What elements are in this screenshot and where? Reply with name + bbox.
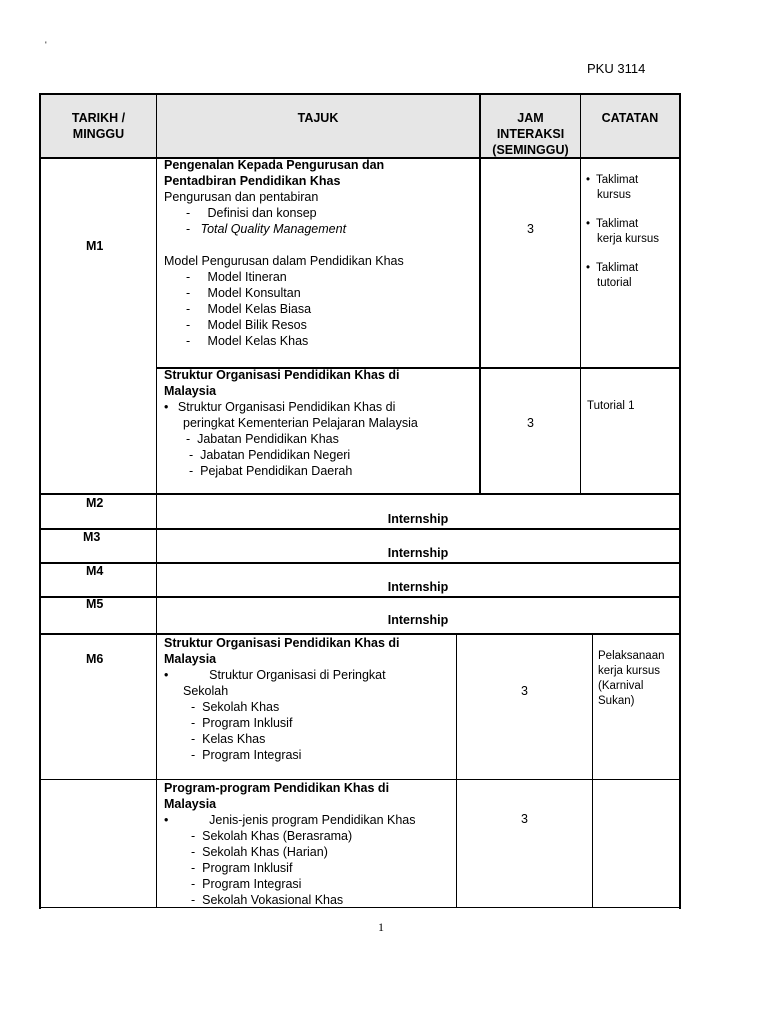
stray-mark: ' [45, 40, 47, 50]
week-label: M2 [86, 496, 104, 510]
week-label: M1 [86, 239, 104, 253]
hours-value: 3 [521, 684, 528, 698]
list-item: - Model Konsultan [186, 286, 301, 300]
hours-value: 3 [527, 416, 534, 430]
list-item: - Model Bilik Resos [186, 318, 307, 332]
list-item: - Model Kelas Biasa [186, 302, 312, 316]
topic-title: Malaysia [164, 652, 217, 666]
hours-value: 3 [527, 222, 534, 236]
list-item: - Sekolah Khas (Harian) [191, 845, 328, 859]
list-item: - Jabatan Pendidikan Khas [186, 432, 339, 446]
column-header-date: TARIKH / MINGGU [71, 111, 126, 141]
note-item: • Taklimat [586, 262, 639, 274]
note-item: Tutorial 1 [587, 400, 635, 412]
topic-title: Malaysia [164, 384, 217, 398]
column-header-topic: TAJUK [297, 111, 339, 125]
column-header-hours: JAM INTERAKSI (SEMINGGU) [492, 111, 569, 157]
list-item: - Sekolah Vokasional Khas [191, 893, 344, 907]
list-item: - Program Integrasi [191, 748, 302, 762]
week-label: M6 [86, 652, 104, 666]
page-number: 1 [378, 920, 384, 934]
list-item: - Total Quality Management [186, 222, 347, 236]
topic-title: Pengenalan Kepada Pengurusan dan [164, 158, 385, 172]
note-item: • Taklimat [586, 174, 639, 186]
topic-title: Malaysia [164, 797, 217, 811]
column-header-notes: CATATAN [601, 111, 659, 125]
list-item: - Kelas Khas [191, 732, 266, 746]
bullet-item: • Struktur Organisasi Pendidikan Khas di [164, 400, 396, 414]
week-label: M4 [86, 564, 104, 578]
topic-title: Struktur Organisasi Pendidikan Khas di [164, 368, 400, 382]
hours-value: 3 [521, 812, 528, 826]
week-label: M5 [86, 597, 104, 611]
internship-label: Internship [387, 512, 449, 526]
subtopic: Model Pengurusan dalam Pendidikan Khas [164, 254, 404, 268]
subtopic: Pengurusan dan pentabiran [164, 190, 319, 204]
topic-title: Struktur Organisasi Pendidikan Khas di [164, 636, 400, 650]
internship-label: Internship [387, 580, 449, 594]
course-code: PKU 3114 [587, 61, 646, 76]
list-item: - Model Kelas Khas [186, 334, 309, 348]
internship-label: Internship [387, 613, 449, 627]
list-item: - Program Integrasi [191, 877, 302, 891]
notes-list: • Taklimat kursus • Taklimat kerja kursus • Taklimat tutorial [586, 174, 659, 289]
note-item: • Taklimat [586, 218, 639, 230]
topic-block [164, 157, 404, 349]
list-item: - Jabatan Pendidikan Negeri [189, 448, 351, 462]
topic-block: Struktur Organisasi Pendidikan Khas di Malaysia • Struktur Organisasi di Peringkat Sekolah - Sekolah Khas - Program Inklusif - Kelas Khas - Program Integrasi [164, 636, 400, 762]
topic-title: Program-program Pendidikan Khas di [164, 781, 390, 795]
list-item: - Sekolah Khas (Berasrama) [191, 829, 353, 843]
notes-list: Pelaksanaan kerja kursus (Karnival Sukan) [598, 650, 665, 707]
list-item: - Pejabat Pendidikan Daerah [189, 464, 353, 478]
list-item: - Definisi dan konsep [186, 206, 317, 220]
list-item: - Program Inklusif [191, 716, 293, 730]
list-item: - Model Itineran [186, 270, 287, 284]
topic-block [164, 780, 416, 908]
week-label: M3 [83, 530, 101, 544]
topic-title: Pentadbiran Pendidikan Khas [164, 174, 341, 188]
bullet-item: • Jenis-jenis program Pendidikan Khas [164, 813, 416, 827]
list-item: - Sekolah Khas [191, 700, 280, 714]
list-item: - Program Inklusif [191, 861, 293, 875]
bullet-item: • Struktur Organisasi di Peringkat [164, 668, 386, 682]
topic-block: Struktur Organisasi Pendidikan Khas di Malaysia • Struktur Organisasi Pendidikan Khas di peringkat Kementerian Pelajaran Malaysia - Jabatan Pendidikan Khas - Jabatan Pendidikan Negeri - Pejabat Pendidikan Daerah [164, 368, 418, 478]
internship-label: Internship [387, 546, 449, 560]
